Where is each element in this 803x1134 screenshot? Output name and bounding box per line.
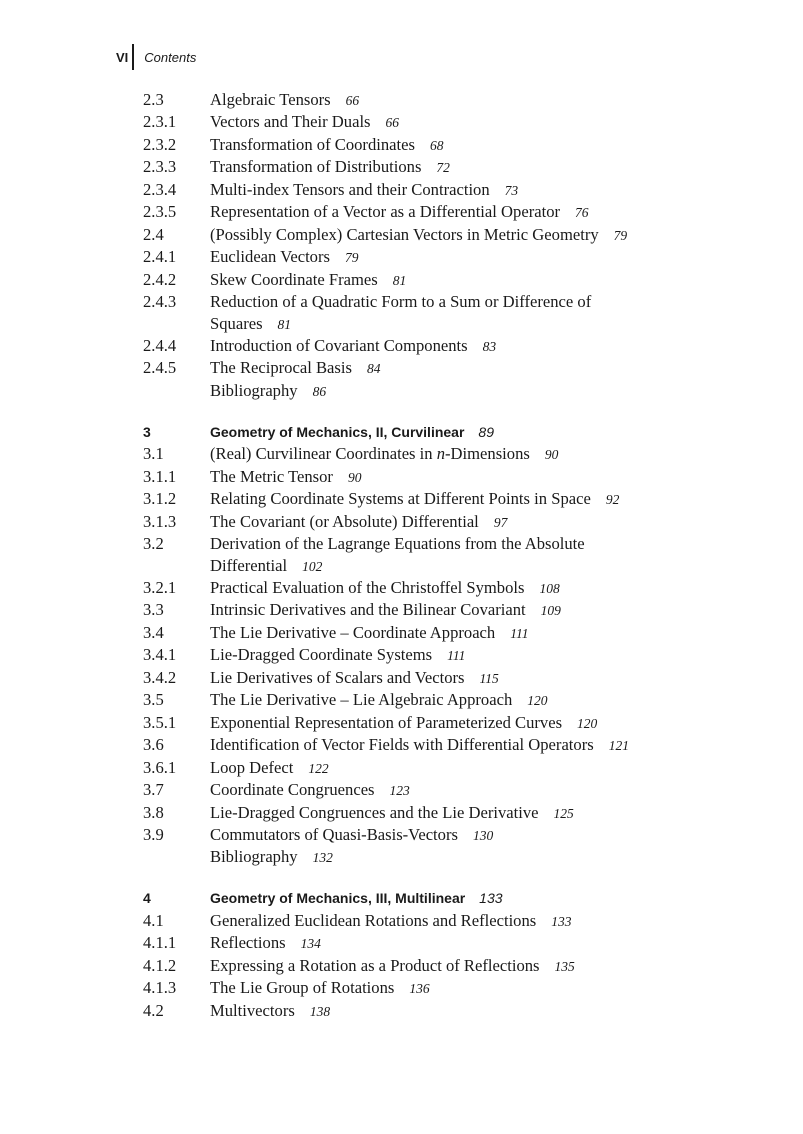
section-number: 4.1.3 bbox=[143, 978, 177, 998]
toc-entry[interactable] bbox=[143, 802, 703, 824]
section-number: 2.3.5 bbox=[143, 202, 177, 222]
section-number: 2.4.4 bbox=[143, 335, 177, 355]
section-title-text: Reflections bbox=[210, 933, 286, 953]
toc-entry[interactable] bbox=[143, 910, 703, 932]
section-number: 4.1 bbox=[143, 910, 164, 930]
section-title-text: Euclidean Vectors bbox=[210, 247, 330, 267]
section-title-text: Algebraic Tensors bbox=[210, 90, 331, 109]
toc-entry[interactable] bbox=[143, 932, 703, 954]
section-number: 3.9 bbox=[143, 825, 164, 844]
section-page-number: 134 bbox=[300, 936, 321, 952]
section-number: 3.7 bbox=[143, 780, 164, 800]
section-page-number: 92 bbox=[605, 492, 620, 508]
section-number: 2.3.2 bbox=[143, 134, 177, 154]
chapter-title-text: Geometry of Mechanics, II, Curvilinear bbox=[210, 423, 465, 440]
page-header bbox=[116, 44, 196, 70]
section-title bbox=[210, 802, 703, 824]
section-title bbox=[210, 779, 703, 801]
section-title-text: Intrinsic Derivatives and the Bilinear Covariant bbox=[210, 600, 526, 620]
section-title-text: The Metric Tensor bbox=[210, 466, 333, 486]
section-title bbox=[210, 134, 703, 156]
section-title-text: The Lie Group of Rotations bbox=[210, 978, 395, 998]
section-number: 3.5 bbox=[143, 690, 164, 710]
section-page-number: 120 bbox=[577, 715, 598, 731]
section-title-text: Commutators of Quasi-Basis-Vectors bbox=[210, 825, 458, 844]
section-title-text: Exponential Representation of Parameterized Curves bbox=[210, 712, 563, 732]
section-title-text: Expressing a Rotation as a Product of Reflections bbox=[210, 955, 540, 975]
toc-entry[interactable] bbox=[143, 533, 703, 577]
section-title-text: Lie-Dragged Coordinate Systems bbox=[210, 645, 433, 665]
toc-entry[interactable] bbox=[143, 734, 703, 756]
section-title bbox=[210, 734, 703, 756]
section-title-text: Practical Evaluation of the Christoffel Symbols bbox=[210, 578, 525, 598]
toc-entry[interactable] bbox=[143, 89, 703, 111]
section-title-text: Multivectors bbox=[210, 1000, 295, 1020]
section-title-text: Bibliography bbox=[210, 380, 298, 400]
section-page-number: 108 bbox=[539, 581, 560, 597]
toc-entry[interactable] bbox=[143, 599, 703, 621]
section-page-number: 111 bbox=[447, 648, 466, 664]
toc-entry[interactable] bbox=[143, 291, 703, 335]
bibliography-entry[interactable] bbox=[143, 846, 703, 868]
toc-entry[interactable] bbox=[143, 689, 703, 711]
section-page-number: 135 bbox=[554, 958, 575, 974]
section-title-text: The Reciprocal Basis bbox=[210, 358, 352, 378]
section-page-number: 79 bbox=[613, 227, 628, 243]
section-number: 2.4 bbox=[143, 224, 164, 244]
toc-entry[interactable] bbox=[143, 269, 703, 291]
math-variable-n: n bbox=[436, 444, 446, 464]
toc-entry[interactable] bbox=[143, 977, 703, 999]
toc-entry[interactable] bbox=[143, 757, 703, 779]
section-title-text: Lie Derivatives of Scalars and Vectors bbox=[210, 667, 465, 687]
section-page-number: 68 bbox=[429, 137, 444, 153]
section-page-number: 81 bbox=[277, 316, 292, 332]
section-title-text: Loop Defect bbox=[210, 757, 294, 777]
section-title bbox=[210, 644, 703, 666]
toc-entry[interactable] bbox=[143, 134, 703, 156]
section-title bbox=[210, 824, 703, 846]
chapter-heading[interactable] bbox=[143, 422, 703, 443]
section-title bbox=[210, 269, 703, 291]
section-title bbox=[210, 357, 703, 379]
section-number: 3.2 bbox=[143, 534, 164, 554]
section-number: 4.2 bbox=[143, 1000, 164, 1020]
section-page-number: 81 bbox=[392, 272, 407, 288]
table-of-contents bbox=[143, 89, 703, 1022]
toc-entry[interactable] bbox=[143, 511, 703, 533]
section-page-number: 125 bbox=[553, 805, 574, 821]
section-page-number: 86 bbox=[312, 383, 327, 399]
section-page-number: 133 bbox=[551, 913, 572, 929]
toc-entry[interactable] bbox=[143, 179, 703, 201]
section-title bbox=[210, 846, 703, 868]
section-title bbox=[210, 533, 703, 577]
toc-entry[interactable] bbox=[143, 111, 703, 133]
section-title bbox=[210, 291, 703, 335]
page-number: VI bbox=[116, 49, 129, 65]
section-title bbox=[210, 667, 703, 689]
section-title-text: Vectors and Their Duals bbox=[210, 112, 371, 132]
section-page-number: 84 bbox=[366, 361, 381, 377]
section-title-text: Skew Coordinate Frames bbox=[210, 269, 378, 289]
section-title bbox=[210, 156, 703, 178]
section-title-text: Lie-Dragged Congruences and the Lie Derivative bbox=[210, 802, 539, 822]
section-title-text: Derivation of the Lagrange Equations from the Absolute Differential bbox=[210, 534, 585, 575]
section-title bbox=[210, 622, 703, 644]
section-title-text: Identification of Vector Fields with Differential Operators bbox=[210, 735, 594, 755]
chapter-title bbox=[210, 888, 703, 909]
section-page-number: 79 bbox=[344, 250, 359, 266]
toc-entry[interactable] bbox=[143, 335, 703, 357]
toc-entry[interactable] bbox=[143, 955, 703, 977]
section-number: 2.3.1 bbox=[143, 112, 177, 132]
toc-entry[interactable] bbox=[143, 466, 703, 488]
section-number: 3.6.1 bbox=[143, 757, 177, 777]
section-title bbox=[210, 577, 703, 599]
section-page-number: 72 bbox=[436, 160, 450, 176]
header-rule bbox=[132, 44, 134, 70]
section-page-number: 90 bbox=[347, 469, 362, 485]
toc-entry[interactable] bbox=[143, 622, 703, 644]
chapter-title bbox=[210, 422, 703, 443]
section-title bbox=[210, 443, 703, 465]
toc-entry[interactable] bbox=[143, 712, 703, 734]
toc-entry[interactable] bbox=[143, 246, 703, 268]
section-number: 3.6 bbox=[143, 735, 164, 755]
toc-entry[interactable] bbox=[143, 577, 703, 599]
toc-entry[interactable] bbox=[143, 443, 703, 465]
toc-entry[interactable] bbox=[143, 488, 703, 510]
section-number: 3.4 bbox=[143, 622, 164, 642]
section-page-number: 66 bbox=[385, 115, 400, 131]
section-page-number: 121 bbox=[608, 738, 629, 754]
section-title-text: Transformation of Distributions bbox=[210, 157, 422, 177]
section-number: 2.4.2 bbox=[143, 269, 177, 289]
section-title-text: (Real) Curvilinear Coordinates in n-Dimensions bbox=[210, 444, 530, 464]
section-title-text: Generalized Euclidean Rotations and Reflections bbox=[210, 910, 537, 930]
section-number: 2.3.4 bbox=[143, 179, 177, 199]
section-title-text: (Possibly Complex) Cartesian Vectors in Metric Geometry bbox=[210, 224, 599, 244]
section-page-number: 66 bbox=[345, 93, 360, 108]
section-title bbox=[210, 599, 703, 621]
section-title bbox=[210, 179, 703, 201]
section-title bbox=[210, 335, 703, 357]
section-title-text: Coordinate Congruences bbox=[210, 780, 375, 800]
section-title bbox=[210, 977, 703, 999]
section-title-text: Multi-index Tensors and their Contraction bbox=[210, 179, 490, 199]
toc-entry[interactable] bbox=[143, 644, 703, 666]
chapter-heading[interactable] bbox=[143, 888, 703, 909]
section-number: 3.2.1 bbox=[143, 578, 177, 598]
bibliography-entry[interactable] bbox=[143, 380, 703, 402]
section-page-number: 73 bbox=[504, 182, 519, 198]
section-page-number: 115 bbox=[479, 670, 499, 686]
section-title-text: The Covariant (or Absolute) Differential bbox=[210, 511, 479, 531]
section-title-text: The Lie Derivative – Coordinate Approach bbox=[210, 622, 496, 642]
section-page-number: 120 bbox=[527, 693, 548, 709]
section-page-number: 83 bbox=[482, 338, 497, 354]
section-number: 2.4.5 bbox=[143, 358, 177, 378]
section-title bbox=[210, 488, 703, 510]
section-title bbox=[210, 224, 703, 246]
section-number: 3.4.1 bbox=[143, 645, 177, 665]
chapter-page-number: 89 bbox=[478, 423, 494, 440]
section-title bbox=[210, 1000, 703, 1022]
chapter-number: 4 bbox=[143, 890, 151, 907]
chapter-number: 3 bbox=[143, 423, 151, 440]
section-title-text: Relating Coordinate Systems at Different Points in Space bbox=[210, 489, 591, 509]
section-page-number: 102 bbox=[302, 558, 323, 574]
toc-entry[interactable] bbox=[143, 824, 703, 846]
section-page-number: 97 bbox=[493, 514, 508, 530]
section-page-number: 111 bbox=[510, 625, 529, 641]
chapter-title-text: Geometry of Mechanics, III, Multilinear bbox=[210, 890, 466, 907]
section-page-number: 132 bbox=[312, 850, 333, 866]
section-title bbox=[210, 712, 703, 734]
section-number: 3.1.2 bbox=[143, 489, 177, 509]
section-number: 2.4.3 bbox=[143, 292, 177, 312]
section-title bbox=[210, 910, 703, 932]
section-title bbox=[210, 111, 703, 133]
chapter-page-number: 133 bbox=[479, 890, 503, 907]
toc-entry[interactable] bbox=[143, 1000, 703, 1022]
toc-entry[interactable] bbox=[143, 357, 703, 379]
section-number: 3.1.1 bbox=[143, 466, 177, 486]
section-page-number: 109 bbox=[540, 603, 561, 619]
section-title-text: Introduction of Covariant Components bbox=[210, 335, 468, 355]
running-head: Contents bbox=[144, 49, 197, 65]
toc-entry[interactable] bbox=[143, 779, 703, 801]
section-page-number: 130 bbox=[472, 828, 494, 843]
section-title bbox=[210, 689, 703, 711]
section-page-number: 138 bbox=[309, 1003, 331, 1019]
section-number: 3.5.1 bbox=[143, 712, 177, 732]
section-title bbox=[210, 380, 703, 402]
section-number: 3.3 bbox=[143, 600, 164, 620]
section-title bbox=[210, 466, 703, 488]
section-page-number: 90 bbox=[544, 447, 559, 463]
toc-entry[interactable] bbox=[143, 224, 703, 246]
section-number: 3.1 bbox=[143, 444, 164, 464]
section-title-text: Bibliography bbox=[210, 847, 298, 867]
section-page-number: 76 bbox=[575, 205, 589, 221]
section-number: 3.4.2 bbox=[143, 667, 177, 687]
section-number: 2.3 bbox=[143, 90, 164, 109]
section-title bbox=[210, 246, 703, 268]
section-title-text: Representation of a Vector as a Differential Operator bbox=[210, 202, 561, 222]
section-title bbox=[210, 955, 703, 977]
section-page-number: 123 bbox=[389, 783, 410, 799]
toc-entry[interactable] bbox=[143, 201, 703, 223]
section-number: 4.1.1 bbox=[143, 933, 177, 953]
section-number: 4.1.2 bbox=[143, 955, 177, 975]
toc-entry[interactable] bbox=[143, 667, 703, 689]
section-title-text: Reduction of a Quadratic Form to a Sum or Difference of Squares bbox=[210, 292, 592, 333]
section-number: 2.4.1 bbox=[143, 247, 177, 267]
section-title bbox=[210, 201, 703, 223]
section-title bbox=[210, 757, 703, 779]
section-title-text: The Lie Derivative – Lie Algebraic Approach bbox=[210, 690, 513, 710]
section-title bbox=[210, 932, 703, 954]
toc-entry[interactable] bbox=[143, 156, 703, 178]
section-title bbox=[210, 89, 703, 111]
section-page-number: 122 bbox=[308, 760, 329, 776]
section-page-number: 136 bbox=[409, 981, 430, 997]
section-number: 2.3.3 bbox=[143, 157, 177, 177]
section-title bbox=[210, 511, 703, 533]
section-title-text: Transformation of Coordinates bbox=[210, 134, 415, 154]
section-number: 3.1.3 bbox=[143, 511, 177, 531]
section-number: 3.8 bbox=[143, 802, 164, 822]
